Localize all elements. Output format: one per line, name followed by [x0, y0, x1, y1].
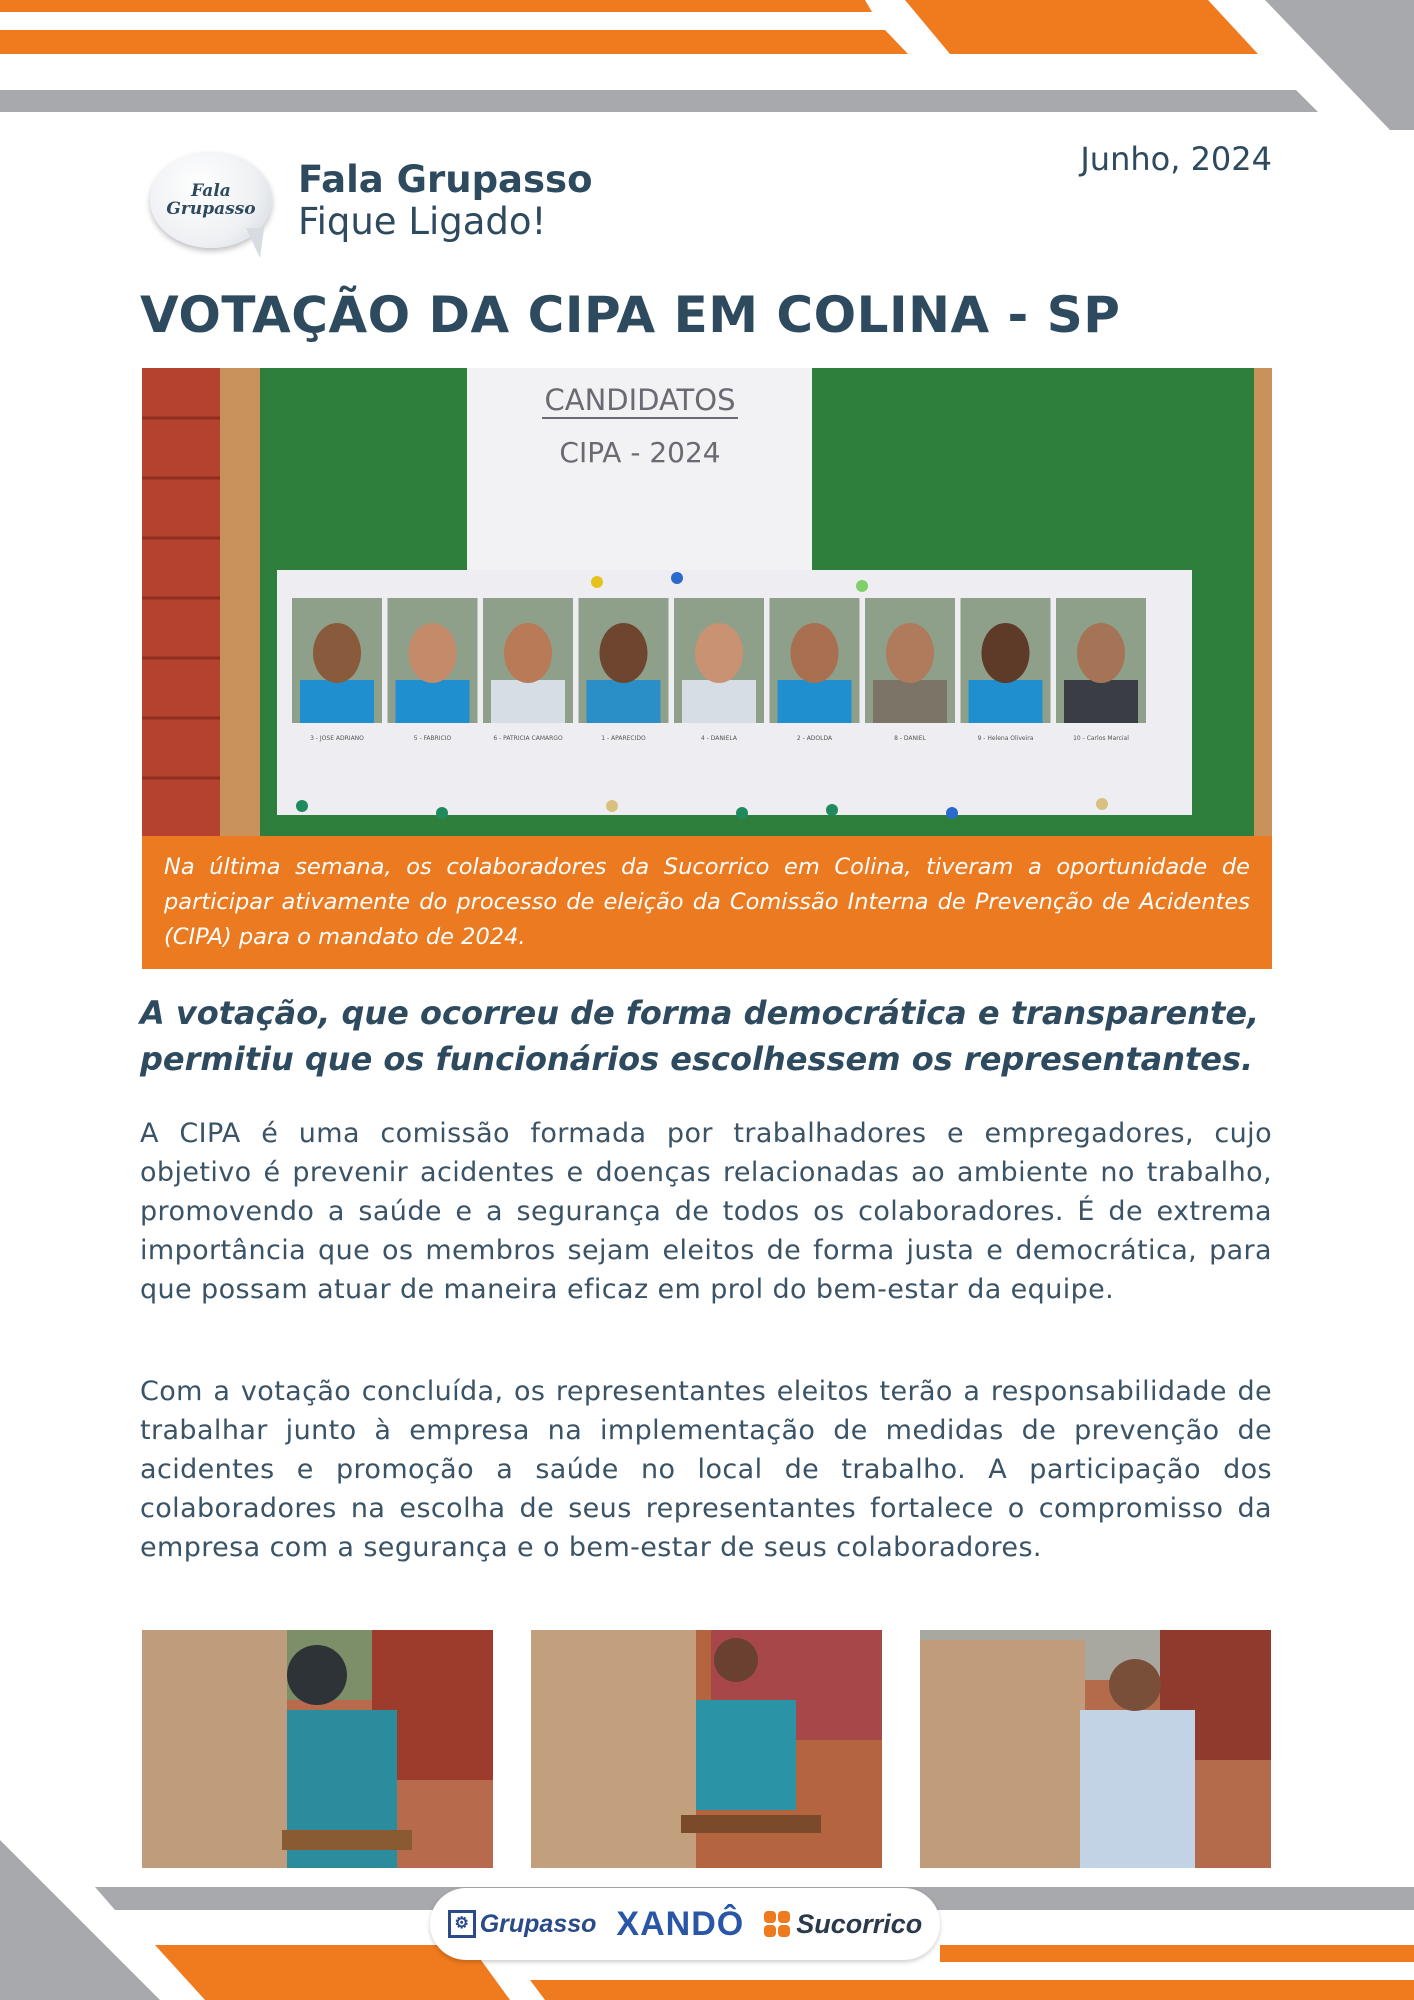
candidate-name: 2 - ADOLDA	[796, 735, 833, 742]
footer-logos	[430, 1888, 940, 1960]
candidate-face	[313, 623, 361, 683]
candidate-shirt	[396, 680, 470, 723]
candidate-shirt	[969, 680, 1043, 723]
candidate-shirt	[682, 680, 756, 723]
grupasso-logo-text: Grupasso	[479, 1909, 597, 1938]
candidate-shirt	[491, 680, 565, 723]
candidate-name: 5 - FABRICIO	[413, 735, 452, 742]
candidate-name: 1 - APARECIDO	[601, 735, 646, 742]
candidate-name: 8 - DANIEL	[894, 735, 926, 742]
pushpin	[856, 580, 868, 592]
candidate-name: 6 - PATRICIA CAMARGO	[493, 735, 563, 742]
poster-title: CANDIDATOS	[544, 383, 736, 417]
header-decoration	[0, 0, 1414, 130]
candidate-name: 10 - Carlos Marcial	[1073, 735, 1129, 742]
pushpin	[296, 800, 308, 812]
sucorrico-logo-text: Sucorrico	[796, 1908, 923, 1939]
body-paragraph-2: Com a votação concluída, os representantes eleitos terão a responsabilidade de trabalhar junto à empresa na implementação de medidas de prevenção de acidentes e promoção a saúde no local de trabalho. A participação dos colaboradores na escolha de seus representantes fortalece o compromisso da empresa com a segurança e o bem-estar de seus colaboradores.	[140, 1376, 1272, 1563]
pushpin	[736, 807, 748, 819]
brand-subtitle: Fique Ligado!	[298, 200, 547, 243]
voting-photo-3	[920, 1630, 1271, 1868]
xando-logo: XANDÔ	[616, 1904, 745, 1943]
pushpin	[591, 576, 603, 588]
logo-line-2: Grupasso	[166, 199, 256, 219]
candidate-face	[695, 623, 743, 683]
lead-line-2: permitiu que os funcionários escolhessem os representantes.	[140, 1040, 1254, 1078]
pushpin	[1096, 798, 1108, 810]
voting-photo-1	[142, 1630, 493, 1868]
candidate-face	[886, 623, 934, 683]
lead-paragraph	[140, 990, 1280, 1082]
pushpin	[671, 572, 683, 584]
candidate-shirt	[300, 680, 374, 723]
candidate-face	[982, 623, 1030, 683]
grupasso-logo	[448, 1910, 597, 1939]
grupasso-icon: ⚙	[448, 1910, 476, 1938]
pushpin	[436, 807, 448, 819]
candidate-name: 9 - Helena Oliveira	[977, 735, 1034, 742]
poster-subtitle: CIPA - 2024	[559, 436, 721, 469]
sucorrico-icon	[764, 1911, 790, 1937]
candidate-shirt	[873, 680, 947, 723]
voting-photo-2	[531, 1630, 882, 1868]
candidate-name: 3 - JOSE ADRIANO	[310, 735, 364, 742]
candidate-shirt	[587, 680, 661, 723]
photo-caption: Na última semana, os colaboradores da Sucorrico em Colina, tiveram a oportunidade de participar ativamente do processo de eleição da Comissão Interna de Prevenção de Acidentes (CIPA) para o mandato de 2024.	[142, 836, 1272, 969]
issue-date: Junho, 2024	[1080, 140, 1272, 178]
candidate-face	[600, 623, 648, 683]
candidate-shirt	[778, 680, 852, 723]
candidate-face	[409, 623, 457, 683]
pushpin	[826, 804, 838, 816]
candidate-face	[791, 623, 839, 683]
sucorrico-logo	[764, 1909, 922, 1940]
pushpin	[946, 807, 958, 819]
pushpin	[606, 800, 618, 812]
article-headline: VOTAÇÃO DA CIPA EM COLINA - SP	[140, 286, 1121, 344]
candidate-face	[504, 623, 552, 683]
candidate-face	[1077, 623, 1125, 683]
brand-title: Fala Grupasso	[298, 158, 593, 201]
lead-line-1: A votação, que ocorreu de forma democrática e transparente,	[140, 994, 1260, 1032]
board-illustration	[142, 368, 1272, 836]
candidates-board-photo	[142, 368, 1272, 836]
body-paragraph-1: A CIPA é uma comissão formada por trabalhadores e empregadores, cujo objetivo é prevenir acidentes e doenças relacionadas ao ambiente no trabalho, promovendo a saúde e a segurança de todos os colaboradores. É de extrema importância que os membros sejam eleitos de forma justa e democrática, para que possam atuar de maneira eficaz em prol do bem-estar da equipe.	[140, 1118, 1272, 1305]
candidate-shirt	[1064, 680, 1138, 723]
logo-line-1: Fala	[191, 181, 231, 201]
candidate-name: 4 - DANIELA	[700, 735, 738, 742]
logo-bubble-tail	[246, 228, 264, 258]
